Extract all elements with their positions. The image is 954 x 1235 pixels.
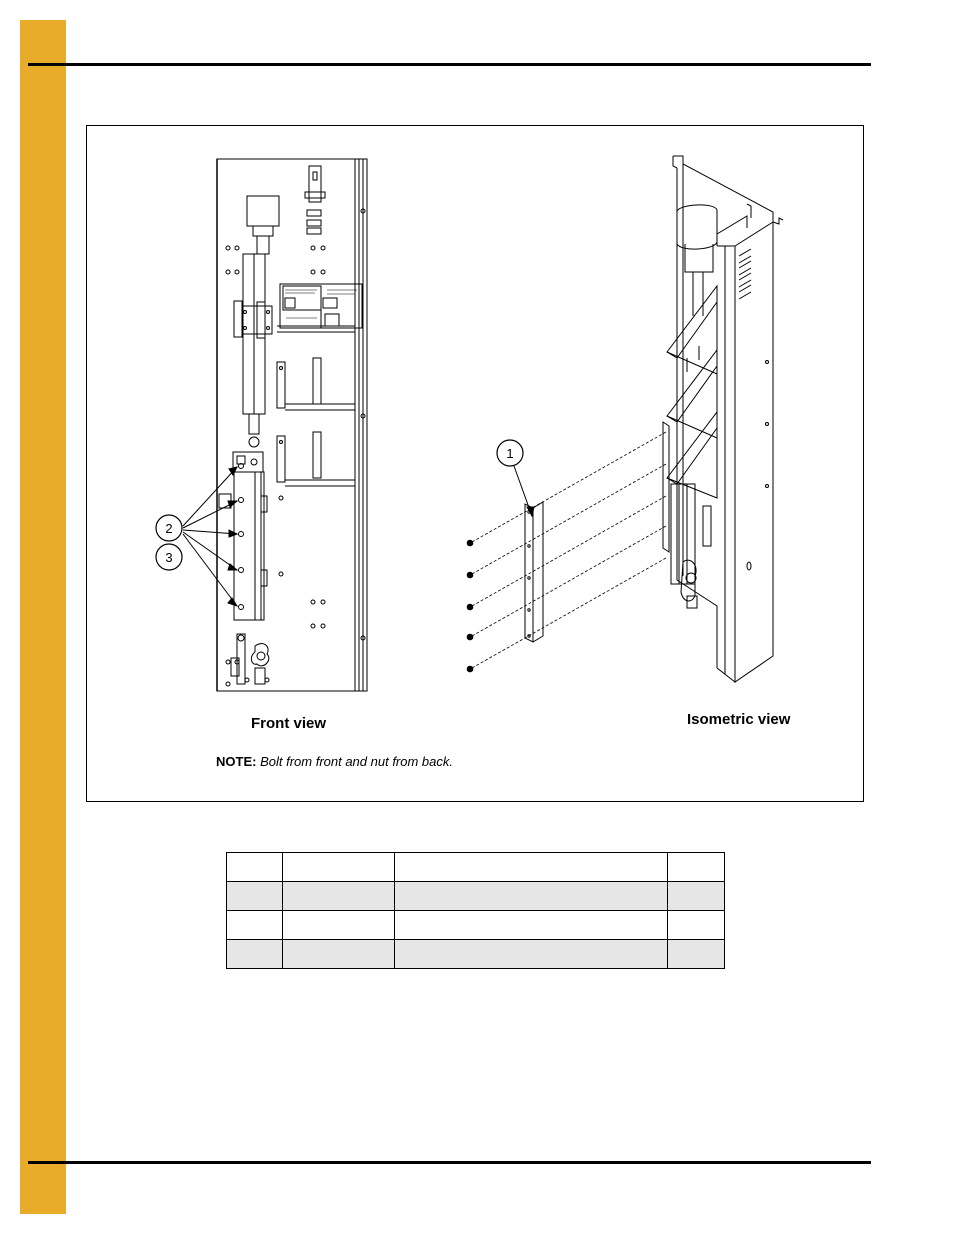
table-header-row: [227, 853, 725, 882]
table-cell: [395, 882, 668, 911]
callout-1: 1: [506, 446, 514, 461]
table-cell: [668, 911, 725, 940]
table-row: [227, 940, 725, 969]
table-cell: [283, 940, 395, 969]
header-cell: [283, 853, 395, 882]
table-row: [227, 911, 725, 940]
note-text: Bolt from front and nut from back.: [260, 754, 453, 769]
isometric-view-drawing: [467, 156, 783, 682]
callout-2: 2: [165, 521, 173, 536]
assembly-drawing: [87, 126, 865, 803]
table-cell: [227, 911, 283, 940]
side-tab: [20, 20, 66, 1214]
callout-3: 3: [165, 550, 173, 565]
header-rule: [28, 63, 871, 66]
header-cell: [395, 853, 668, 882]
front-view-caption: Front view: [251, 715, 327, 732]
table-cell: [283, 911, 395, 940]
table-cell: [395, 940, 668, 969]
table-cell: [668, 882, 725, 911]
table-cell: [283, 882, 395, 911]
front-view-drawing: [156, 159, 367, 691]
assembly-note: [216, 754, 453, 769]
footer-rule: [28, 1161, 871, 1164]
note-label: NOTE:: [216, 754, 257, 769]
header-cell: [668, 853, 725, 882]
isometric-view-caption: Isometric view: [687, 711, 791, 728]
figure-box: [86, 125, 864, 802]
table-cell: [227, 940, 283, 969]
table-cell: [668, 940, 725, 969]
header-cell: [227, 853, 283, 882]
table-cell: [227, 882, 283, 911]
table-row: [227, 882, 725, 911]
table-cell: [395, 911, 668, 940]
parts-table: [226, 852, 725, 969]
